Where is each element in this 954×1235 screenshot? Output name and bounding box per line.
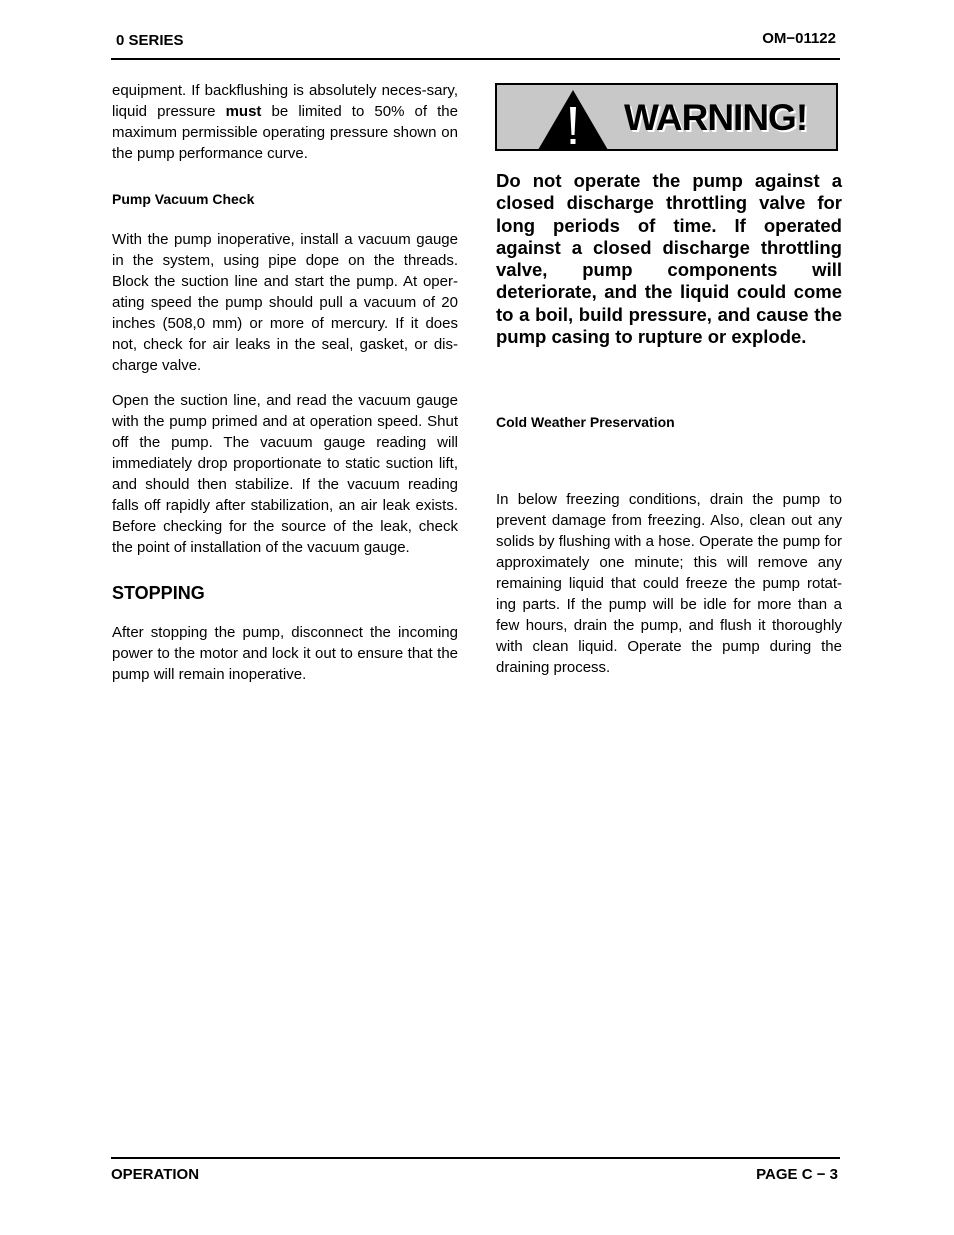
warning-text: Do not operate the pump against a closed discharge throttling valve for long periods of time. If operated against a closed discharge throttling valve, pump components will deteriorate, and the liquid could come to a boil, build pressure, and cause the pump casing to rupture or explode. <box>496 170 842 348</box>
stopping-paragraph: After stopping the pump, disconnect the incoming power to the motor and lock it out to ensure that the pump will remain inoperative. <box>112 624 458 683</box>
header-series: 0 SERIES <box>116 32 184 49</box>
left-column <box>112 80 458 685</box>
cold-weather-paragraph: In below freezing conditions, drain the pump to prevent damage from freezing. Also, clean out any solids by flushing with a hose. Operate the pump for approximately one minute; this will remove any remaining liquid that could freeze the pump rotat-ing parts. If the pump will be idle for more than a few hours, drain the pump, and flush it thoroughly with clean liquid. Operate the pump during the draining process. <box>496 491 842 677</box>
footer-page-number: PAGE C − 3 <box>756 1166 838 1183</box>
cold-weather-heading: Cold Weather Preservation <box>496 414 675 431</box>
backflush-text-a: equipment. If backflushing is absolutely neces-sary, liquid pressure <box>112 82 458 120</box>
vacuum-paragraph-1: With the pump inoperative, install a vacuum gauge in the system, using pipe dope on the threads. Block the suction line and start the pump. At oper-ating speed the pump should pull a vacuum of 20 inches (508,0 mm) or more of mercury. If it does not, check for air leaks in the seal, gasket, or dis-charge valve. <box>112 231 458 374</box>
backflush-text-b: be limited to 50% of the maximum permissible operating pressure shown on the pump performance curve. <box>112 103 458 162</box>
header-rule <box>111 58 840 60</box>
backflush-must: must <box>225 103 262 120</box>
vacuum-check-heading: Pump Vacuum Check <box>112 191 255 207</box>
warning-label: WARNING! <box>624 97 808 138</box>
header-doc-number: OM−01122 <box>762 30 836 47</box>
footer-rule <box>111 1157 840 1159</box>
footer-section: OPERATION <box>111 1166 200 1183</box>
right-column <box>496 170 842 678</box>
warning-banner <box>495 83 838 151</box>
warning-triangle-icon <box>537 89 609 151</box>
backflush-paragraph <box>112 80 458 164</box>
vacuum-paragraph-2: Open the suction line, and read the vacuum gauge with the pump primed and at operation speed. Shut off the pump. The vacuum gauge reading will immediately drop proportionate to static suction lift, and should then stabilize. If the vacuum reading falls off rapidly after stabilization, an air leak exists. Before checking for the source of the leak, check the point of installation of the vacuum gauge. <box>112 392 458 556</box>
stopping-heading: STOPPING <box>112 583 205 603</box>
